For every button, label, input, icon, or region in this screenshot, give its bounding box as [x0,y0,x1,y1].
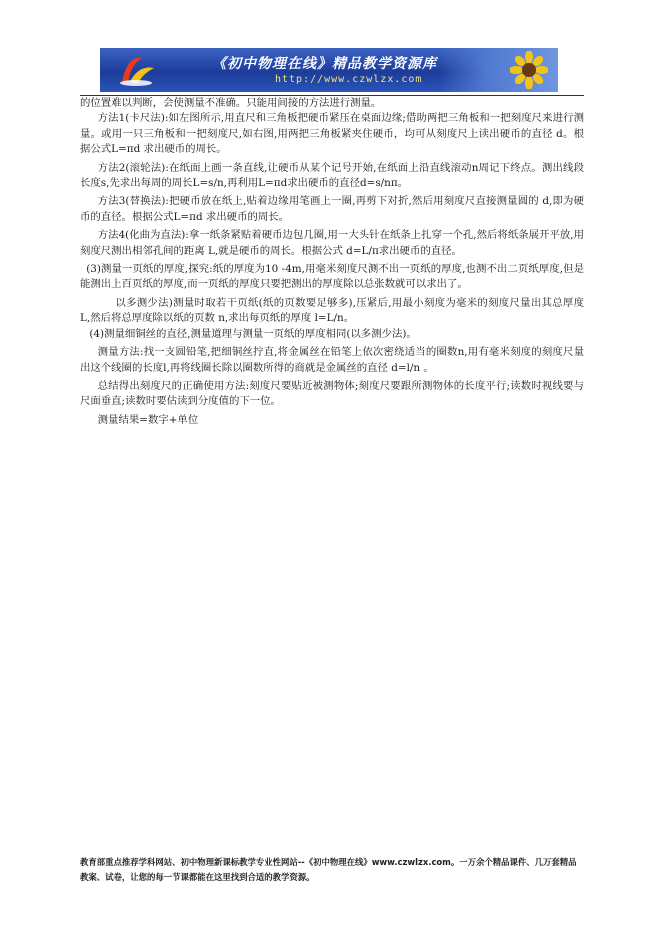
sunflower-icon [510,51,548,89]
paragraph-multi-measure: 以多测少法)测量时取若干页纸(纸的页数要足够多),压紧后,用最小刻度为毫米的刻度尺量出其总厚度 L,然后将总厚度除以纸的页数 n,求出每页纸的厚度 l=L/n。 [80,296,584,325]
site-logo-icon [112,52,160,88]
paragraph-wire-method: 测量方法:找一支圆铅笔,把细铜丝拧直,将金属丝在铅笔上依次密绕适当的圈数n,用有毫米刻度的刻度尺量出这个线圈的长度l,再将线圈长除以圈数所得的商就是金属丝的直径 d=l/n 。 [80,346,584,374]
paragraph-paper-thickness: (3)测量一页纸的厚度,探究:纸的厚度为10 -4m,用毫米刻度尺测不出一页纸的厚度,也测不出二页纸厚度,但是能测出上百页纸的厚度,而一页纸的厚度只要把测出的厚度除以总张数就可以求出了。 [80,263,584,291]
paragraph-result: 测量结果=数字+单位 [97,413,199,426]
page-footer: 教育部重点推荐学科网站、初中物理新课标教学专业性网站--《初中物理在线》www.czwlzx.com。一万余个精品课件、几万套精品教案、试卷，让您的每一节课都能在这里找到合适的教学资源。 [80,857,577,882]
paragraph-wire-diameter: (4)测量细铜丝的直径,测量道理与测量一页纸的厚度相同(以多测少法)。 [89,327,417,340]
paragraph-method-1: 方法1(卡尺法):如左图所示,用直尺和三角板把硬币紧压在桌面边缘;借助两把三角板和一把刻度尺来进行测量。或用一只三角板和一把刻度尺,如右图,用两把三角板紧夹住硬币，均可从刻度尺上读出硬币的直径 d。根据公式L=πd 求出硬币的周长。 [80,112,584,156]
banner-url[interactable]: http://www.czwlzx.com [275,74,423,85]
paragraph-intro: 的位置难以判断，会使测量不准确。只能用间接的方法进行测量。 [80,97,382,109]
paragraph-method-4: 方法4(化曲为直法):拿一纸条紧贴着硬币边包几圈,用一大头针在纸条上扎穿一个孔,然后将纸条展开平放,用刻度尺测出相邻孔间的距离 L,就是硬币的周长。根据公式 d=L/π求出硬币的直径。 [80,229,584,257]
paragraph-method-3: 方法3(替换法):把硬币放在纸上,贴着边缘用笔画上一圈,再剪下对折,然后用刻度尺直接测量圆的 d,即为硬币的直径。根据公式L=πd 求出硬币的周长。 [80,195,584,223]
paragraph-method-2: 方法2(滚轮法):在纸面上画一条直线,让硬币从某个记号开始,在纸面上沿直线滚动n周记下终点。测出线段长度s,先求出每周的周长L=s/n,再利用L=πd求出硬币的直径d=s/nπ。 [80,161,584,190]
document-body [80,96,584,428]
paragraph-summary: 总结得出刻度尺的正确使用方法:刻度尺要贴近被测物体;刻度尺要跟所测物体的长度平行;读数时视线要与尺面垂直;读数时要估读到分度值的下一位。 [80,379,584,408]
banner-title: 《初中物理在线》精品教学资源库 [212,56,437,72]
header-banner [100,48,558,92]
